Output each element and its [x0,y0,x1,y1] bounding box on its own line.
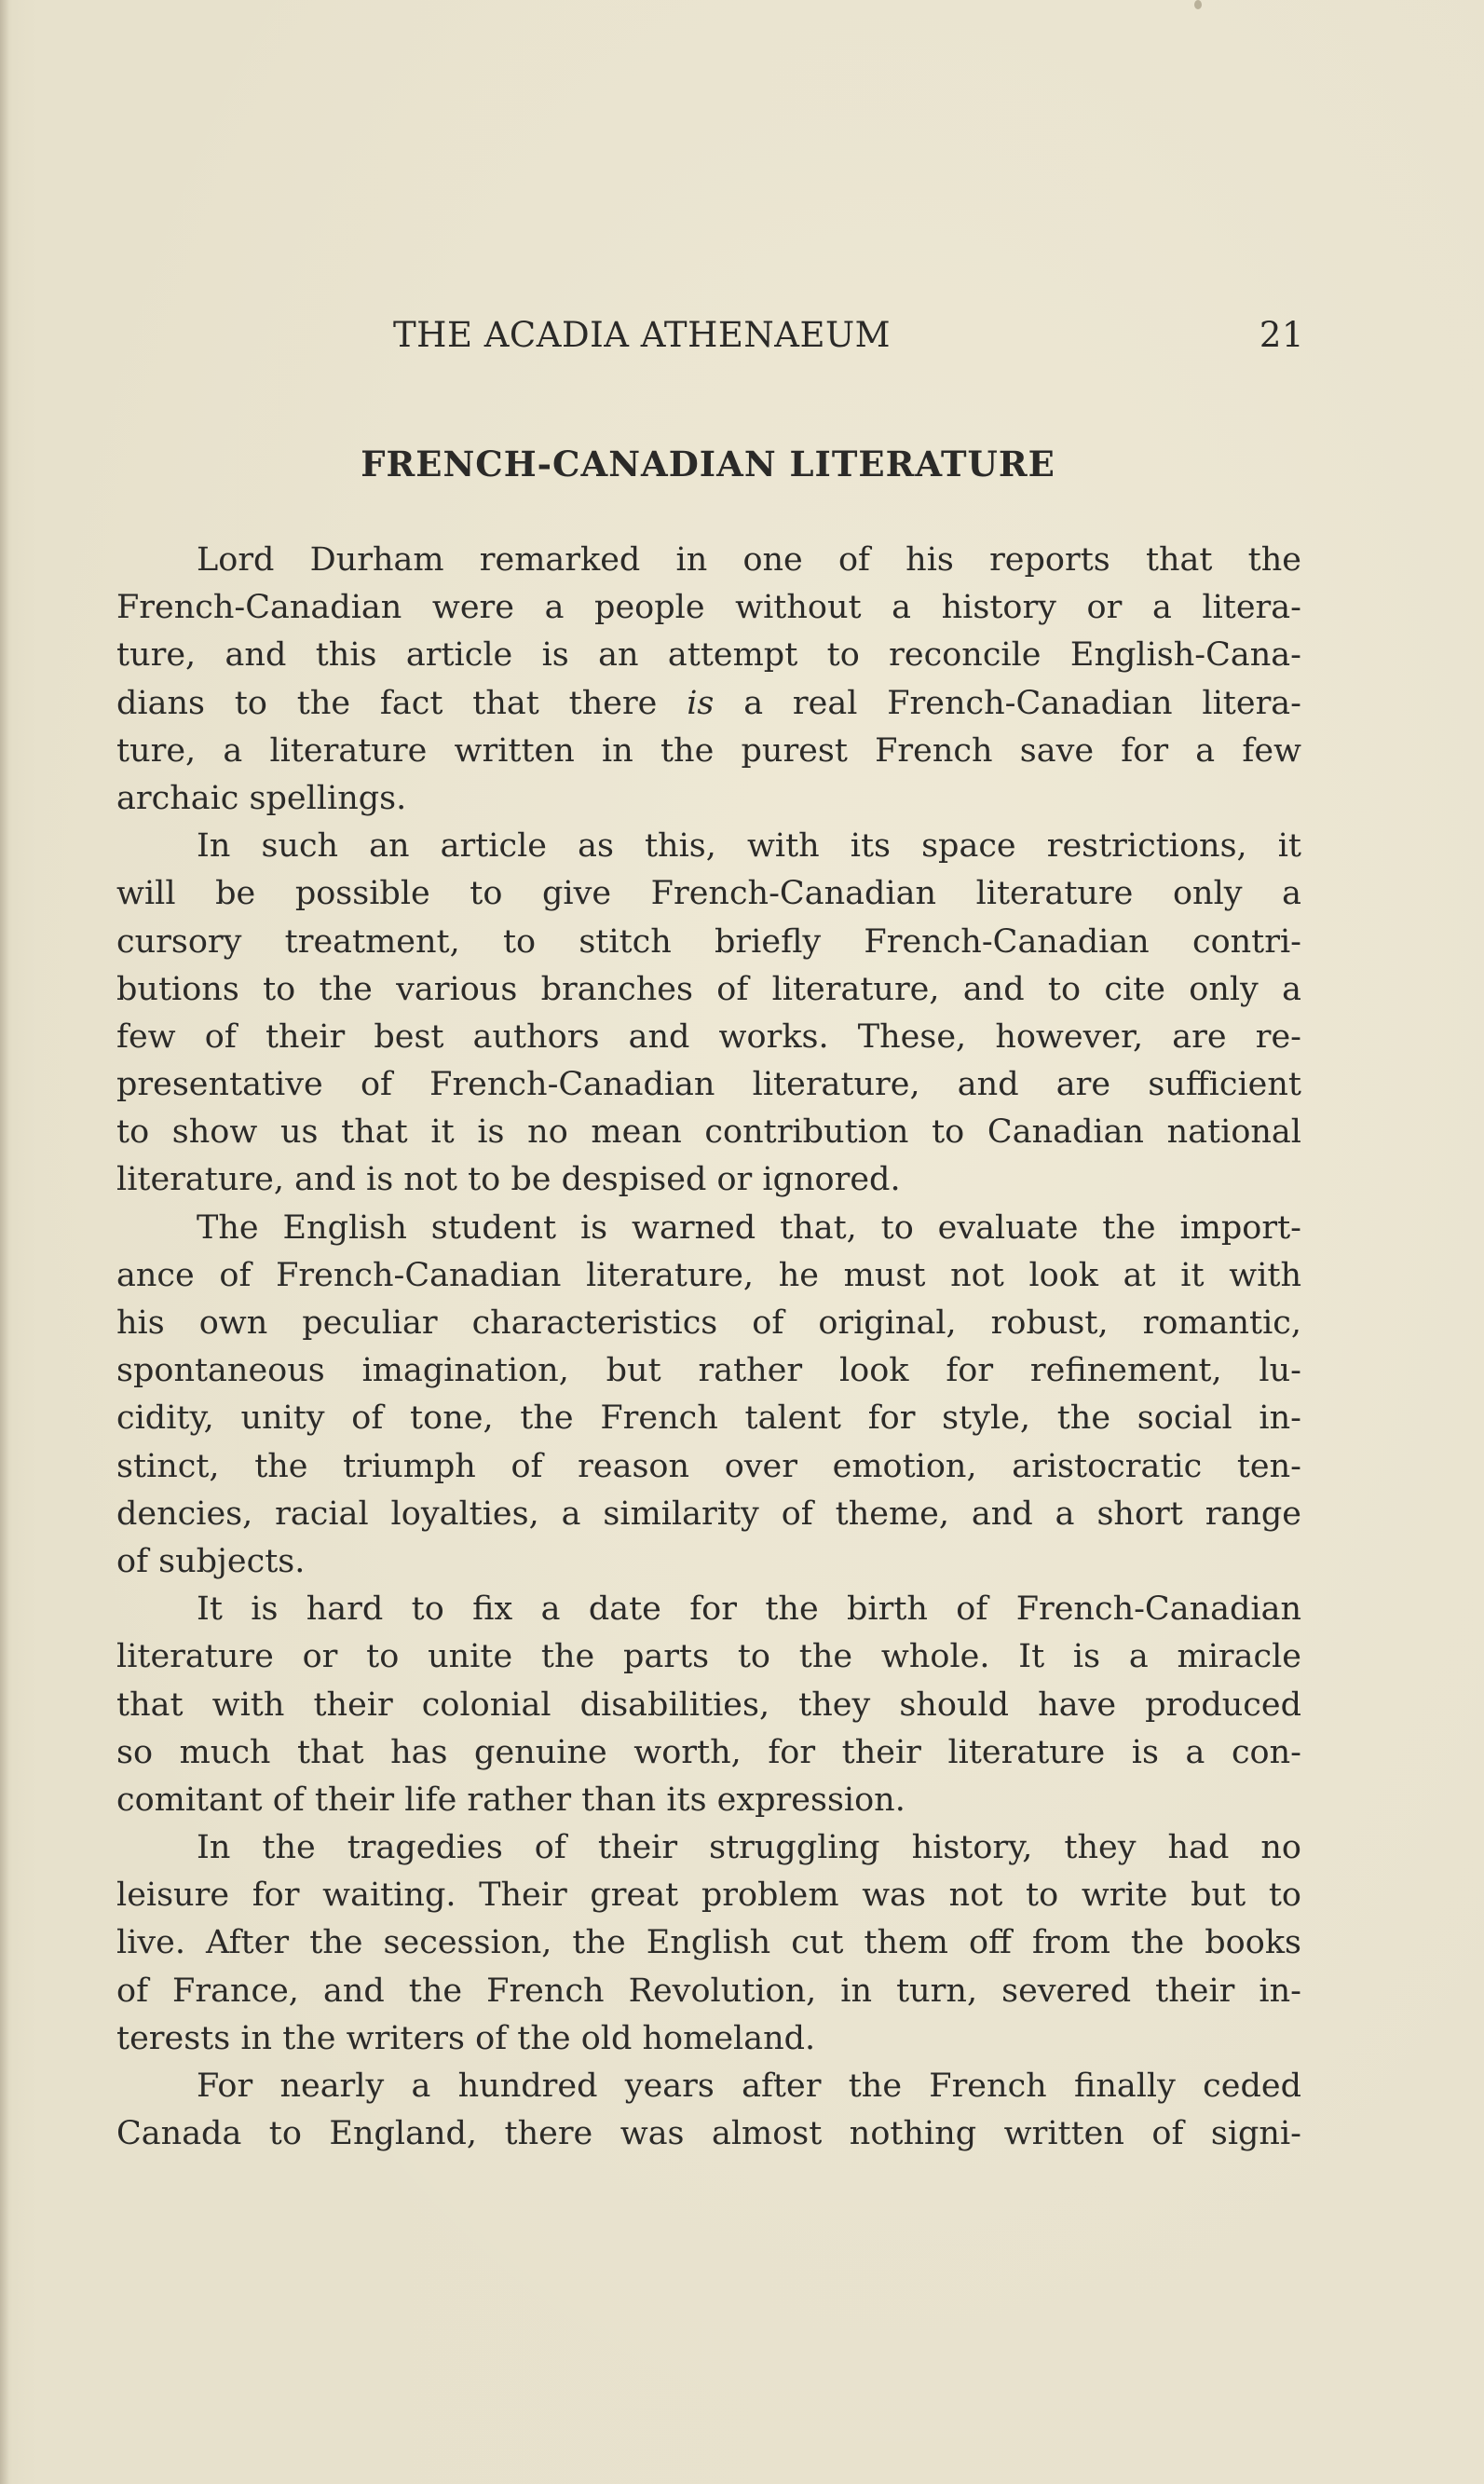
text-line: ture, a literature written in the purest French save for a few [116,731,1301,770]
text-line: stinct, the triumph of reason over emotion, aristocratic ten- [116,1447,1301,1485]
page-speck [1194,0,1202,9]
text-line: Lord Durham remarked in one of his reports that the [197,541,1301,579]
text-line: leisure for waiting. Their great problem was not to write but to [116,1877,1301,1915]
text-line: dians to the fact that there is a real French-Canadian litera- [116,684,1301,722]
paragraph [116,823,1301,1205]
text-line: French-Canadian were a people without a history or a litera- [116,589,1301,627]
paragraph [116,2063,1301,2158]
page-spine-shadow [0,0,9,2484]
running-head [112,315,1304,371]
text-line: will be possible to give French-Canadian literature only a [116,875,1301,913]
text-line: comitant of their life rather than its expression. [116,1781,905,1819]
text-line: In the tragedies of their struggling history, they had no [197,1829,1301,1867]
text-line: literature or to unite the parts to the whole. It is a miracle [116,1638,1301,1676]
text-line: dencies, racial loyalties, a similarity of theme, and a short range [116,1494,1301,1533]
paragraph [116,1586,1301,1824]
text-line: cursory treatment, to stitch briefly French-Canadian contri- [116,922,1301,961]
text-line: of subjects. [116,1542,306,1580]
text-line: For nearly a hundred years after the French finally ceded [197,2068,1301,2105]
text-line: Canada to England, there was almost nothing written of signi- [116,2115,1301,2153]
text-line: to show us that it is no mean contribution to Canadian national [116,1113,1301,1152]
page-number: 21 [1259,315,1304,355]
paragraph [116,537,1301,823]
text-line: live. After the secession, the English cut them off from the books [116,1924,1301,1962]
text-line: cidity, unity of tone, the French talent for style, the social in- [116,1399,1301,1438]
text-line: terests in the writers of the old homeland. [116,2019,816,2057]
text-line: few of their best authors and works. These, however, are re- [116,1017,1301,1056]
text-line: so much that has genuine worth, for their literature is a con- [116,1733,1301,1771]
article-title: FRENCH-CANADIAN LITERATURE [361,444,1055,485]
running-head-title: THE ACADIA ATHENAEUM [393,315,892,355]
text-line: archaic spellings. [116,779,407,817]
text-line: ance of French-Canadian literature, he must not look at it with [116,1256,1301,1294]
text-line: of France, and the French Revolution, in turn, severed their in- [116,1972,1301,2010]
text-line: spontaneous imagination, but rather look for refinement, lu- [116,1352,1301,1390]
text-line: presentative of French-Canadian literature, and are sufficient [116,1066,1301,1104]
text-line: ture, and this article is an attempt to reconcile English-Cana- [116,636,1301,675]
paragraph [116,1824,1301,2063]
paragraph [116,1205,1301,1587]
text-line: that with their colonial disabilities, they should have produced [116,1686,1301,1724]
text-line: In such an article as this, with its space restrictions, it [197,827,1301,866]
text-line: butions to the various branches of literature, and to cite only a [116,970,1301,1008]
article-body [116,537,1301,2158]
text-line: literature, and is not to be despised or ignored. [116,1161,901,1199]
text-line: his own peculiar characteristics of original, robust, romantic, [116,1304,1301,1342]
text-line: The English student is warned that, to evaluate the import- [197,1208,1301,1247]
text-line: It is hard to fix a date for the birth of French-Canadian [197,1590,1301,1629]
